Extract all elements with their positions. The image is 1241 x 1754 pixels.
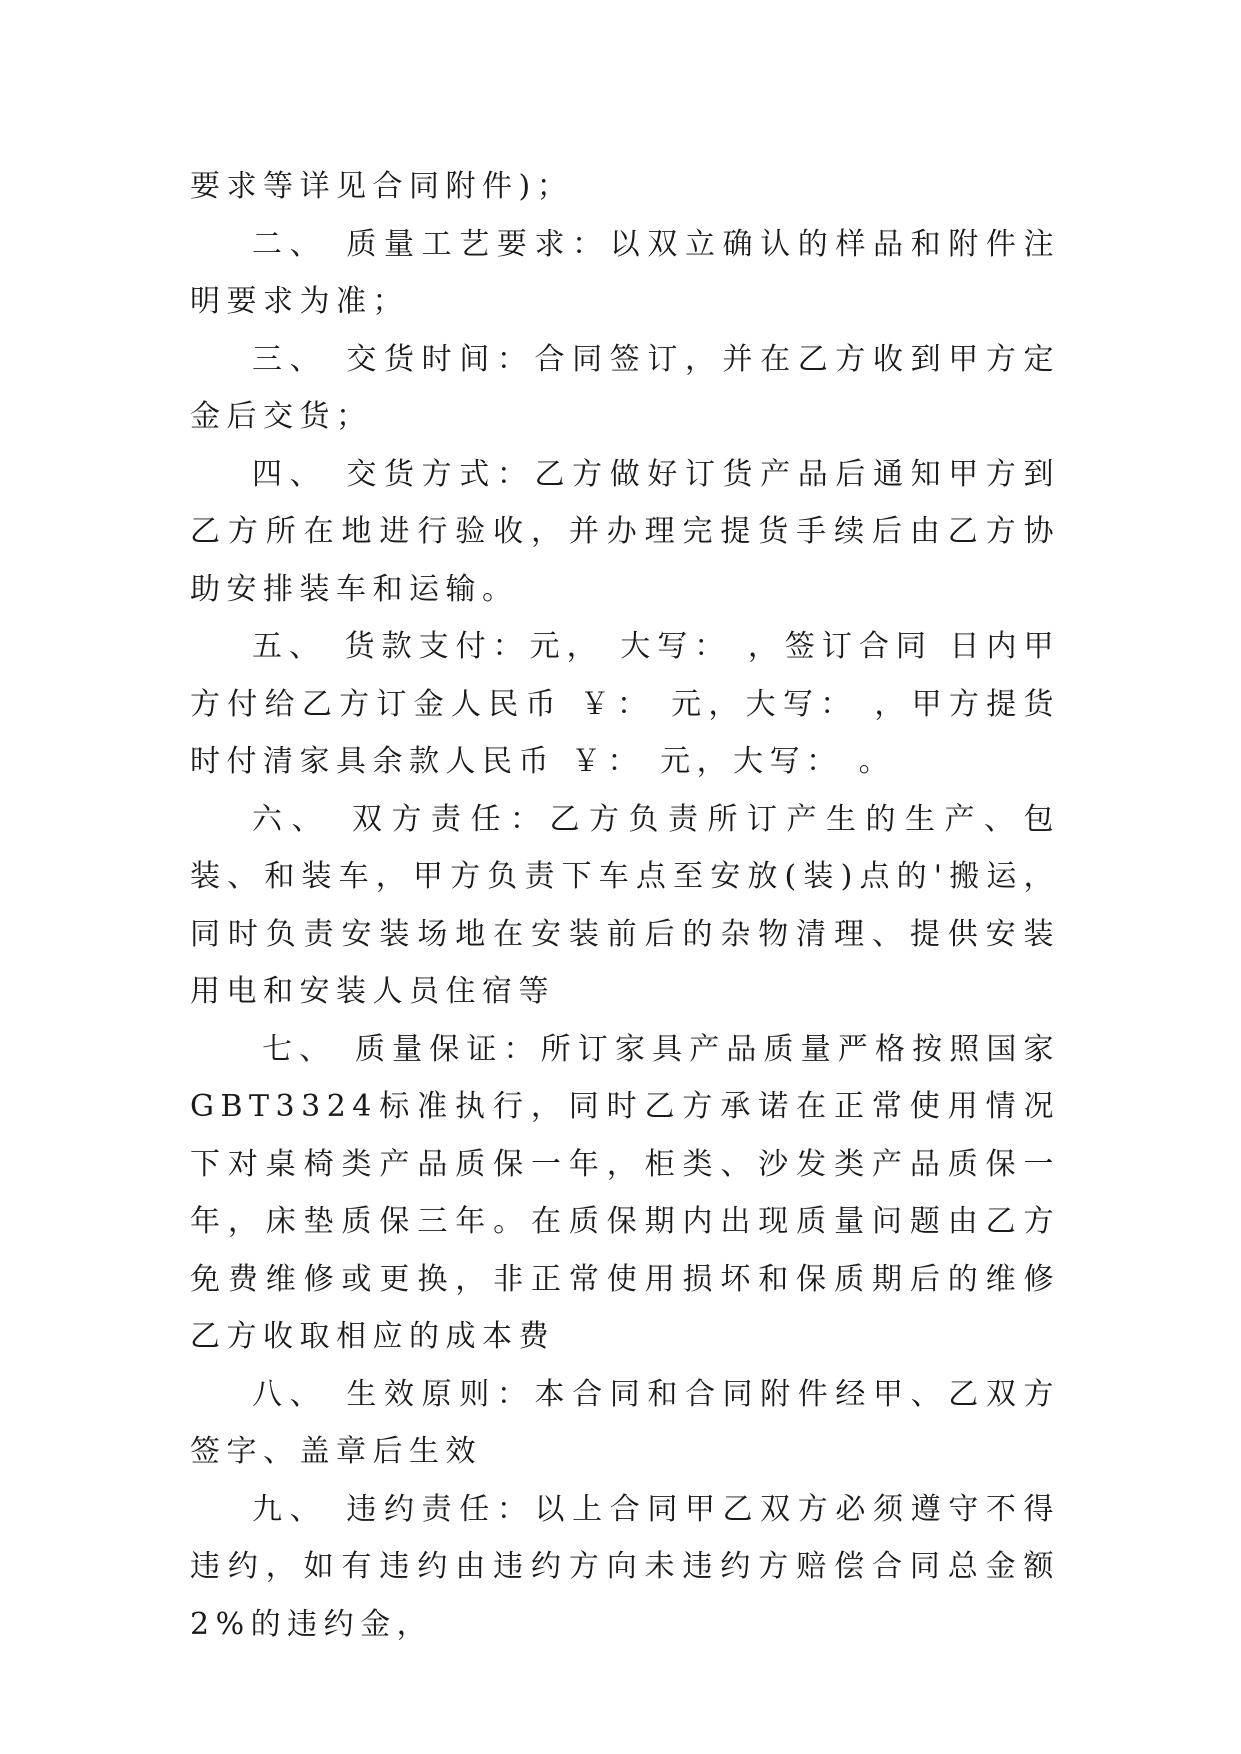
clause-number: 六、 [252, 801, 331, 837]
paragraph-text: 违约责任：以上合同甲乙双方必须遵守不得违约，如有违约由违约方向未违约方赔偿合同总金额2%的违约金， [190, 1491, 1061, 1642]
clause-number: 八、 [252, 1376, 328, 1412]
paragraph-text: 要求等详见合同附件)； [190, 169, 574, 204]
paragraph-text: 货款支付：元， 大写： ，签订合同 日内甲方付给乙方订金人民币 ￥： 元，大写： ，甲方提货时付清家具余款人民币 ￥： 元，大写： 。 [190, 629, 1061, 779]
paragraph-breach-liability [190, 1481, 1060, 1654]
paragraph-text: 双方责任：乙方负责所订产生的生产、包装、和装车，甲方负责下车点至安放(装)点的'搬运，同时负责安装场地在安装前后的杂物清理、提供安装用电和安装人员住宿等 [190, 801, 1060, 1009]
paragraph-delivery-method [190, 446, 1060, 619]
paragraph-text: 交货时间：合同签订，并在乙方收到甲方定金后交货； [190, 341, 1061, 434]
clause-number: 九、 [252, 1491, 328, 1527]
contract-body [190, 158, 1060, 1653]
paragraph-attachment-note [190, 158, 1060, 216]
paragraph-effectiveness [190, 1366, 1060, 1481]
clause-number: 五、 [252, 629, 327, 664]
clause-number: 三、 [252, 341, 328, 377]
clause-number: 二、 [252, 226, 328, 262]
paragraph-responsibilities [190, 791, 1060, 1021]
paragraph-text: 交货方式：乙方做好订货产品后通知甲方到乙方所在地进行验收，并办理完提货手续后由乙方协助安排装车和运输。 [190, 456, 1061, 607]
paragraph-quality-guarantee [190, 1021, 1060, 1366]
paragraph-payment [190, 618, 1060, 791]
paragraph-delivery-time [190, 331, 1060, 446]
paragraph-text: 质量工艺要求：以双立确认的样品和附件注明要求为准； [190, 226, 1061, 319]
clause-number: 四、 [252, 456, 328, 492]
paragraph-text: 生效原则：本合同和合同附件经甲、乙双方签字、盖章后生效 [190, 1376, 1061, 1469]
clause-number: 七、 [262, 1031, 337, 1067]
paragraph-quality-requirements [190, 216, 1060, 331]
paragraph-text: 质量保证：所订家具产品质量严格按照国家GBT3324标准执行，同时乙方承诺在正常使用情况下对桌椅类产品质保一年，柜类、沙发类产品质保一年，床垫质保三年。在质保期内出现质量问题由乙方免费维修或更换，非正常使用损坏和保质期后的维修乙方收取相应的成本费 [190, 1031, 1061, 1354]
